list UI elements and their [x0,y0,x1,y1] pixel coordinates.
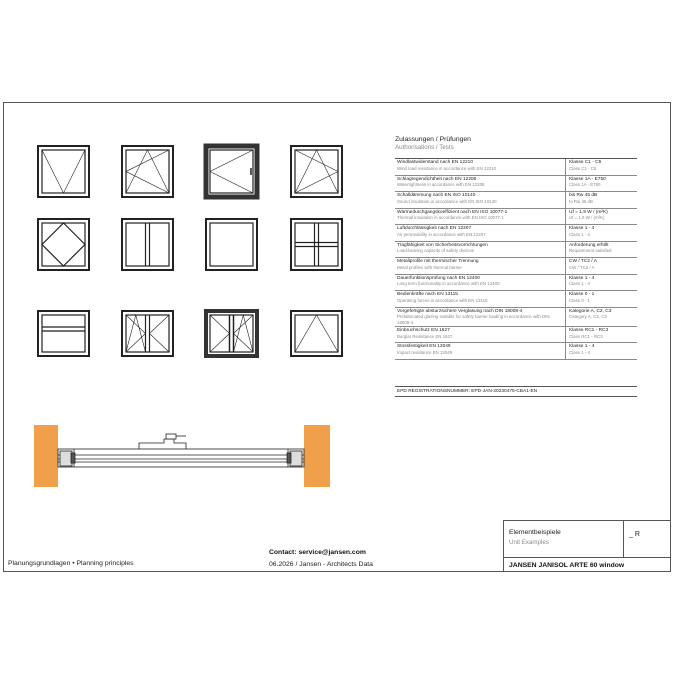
window-fixed [206,219,257,270]
test-value-en: Class RC1 - RC3 [569,333,603,339]
window-side-hung-dark [206,146,257,197]
test-name: Schlagregendichtheit nach EN 12208 [397,176,477,182]
window-double-casement [122,311,173,356]
approvals-rows [395,158,637,360]
test-name-en: Watertightness in accordance with EN 12208 [397,182,485,188]
table-row [395,275,637,292]
test-value-en: Class 1 - 4 [569,231,590,237]
test-value: Klasse 1 - 4 [569,226,595,231]
test-name: Schalldämmung nach EN ISO 10140 [397,193,476,198]
test-name-en: Sound insulation in accordance with EN ISO 10140 [397,198,497,204]
title-block-sublabel: Unit Examples [509,539,549,546]
table-row [395,209,637,226]
test-value: Klasse 1 - 4 [569,275,595,281]
window-tilt-turn-right [122,146,173,197]
test-value: Klasse RC1 - RC3 [569,327,609,333]
test-name-en: Thermal insulation in accordance with EN ISO 10077-1 [397,215,504,221]
table-row [395,242,637,259]
title-block [503,520,671,572]
test-name: Einbruchschutz EN 1627 [397,327,450,333]
test-name-en: Operating forces in accordance with EN 13115 [397,297,488,303]
approvals-title: Zulassungen / Prüfungen [395,136,471,143]
test-name-en: Air permeability in accordance with EN 12207 [397,231,486,237]
test-value-en: Category A, C2, C3 [569,314,607,320]
test-value: Klasse 1A - E750 [569,176,606,182]
test-value-en: Requirement satisfied [569,248,612,254]
test-value: Uf = 1,9 W / (m²K) [569,209,608,215]
test-name: Metallprofile mit thermischer Trennung [397,259,479,264]
window-double-fixed [122,219,173,270]
test-name-en: Impact resistance EN 13049 [397,350,453,356]
table-row [395,176,637,193]
product-row [504,557,671,572]
product-name: JANSEN JANISOL ARTE 60 window [509,562,625,569]
window-double-casement-dark [206,311,257,356]
table-row [395,327,637,344]
test-value: Anforderung erfüllt [569,242,609,248]
test-name-en: Metal profiles with thermal barrier [397,264,462,270]
test-value-en: Class 1A - E750 [569,182,601,188]
test-value-en: Class 1 - 4 [569,350,590,356]
contact-email[interactable]: Contact: service@jansen.com [269,549,366,556]
test-value-en: Class 1 - 4 [569,281,590,287]
table-row [395,343,637,360]
date-source: 06.2026 / Jansen - Architects Data [269,561,373,568]
test-name: Windlastwiderstand nach EN 12210 [397,160,473,165]
table-row [395,291,637,308]
revision-box [623,521,672,557]
window-bottom-hung [291,311,342,356]
window-four-pane [291,219,342,270]
test-value-en: Uf = 1,9 W / (m²K) [569,215,605,221]
table-row [395,159,637,176]
test-name: Tragfähigkeit von Sicherheitsvorrichtungen [397,242,488,248]
test-name: Wärmedurchgangskoeffizient nach EN ISO 10077-1 [397,209,508,215]
table-row [395,225,637,242]
window-section-drawing [34,425,330,487]
window-side-hung-left [291,146,342,197]
test-name-en: Load-bearing capacity of safety devices [397,248,475,254]
window-pivot [38,219,89,270]
test-name: Vorgefertigte absturzsichere Verglasung nach DIN 18008-4 [397,308,523,314]
table-row [395,258,637,275]
test-value: Klasse 1 - 4 [569,344,595,350]
window-horizontal-sash [38,311,89,356]
test-value: Klasse C1 - C5 [569,160,602,165]
test-value: bis Rw 45 dB [569,193,598,198]
table-row [395,308,637,327]
planning-principles: Planungsgrundlagen • Planning principles [8,560,134,567]
approvals-table [395,136,637,360]
test-name: Dauerfunktionsprüfung nach EN 12400 [397,275,480,281]
revision: _ R [629,531,640,538]
test-name-en: Long term functionality in accordance with EN 12400 [397,281,500,287]
test-value-en: to Rw 45 dB [569,198,593,204]
title-block-label: Elementbeispiele [509,529,561,536]
test-name-en: Prefabricated glazing suitable for safety barrier loading in accordance with DIN 18008-4 [397,314,550,325]
approvals-subtitle: Authorisations / Tests [395,144,454,151]
test-value: CW / TC2 / A [569,259,597,264]
test-value-en: Class C1 - C5 [569,165,597,171]
test-name: Bedienkräfte nach EN 13115 [397,292,458,297]
test-value-en: Class 0 - 1 [569,297,590,303]
test-name: Stossfestigkeit EN 13049 [397,344,451,350]
epd-registration: EPD REGISTRATIONSNUMMER: EPD-JAN-20230475-CBA1-EN [395,386,637,397]
window-turn-tilt-left [38,146,89,197]
test-value: Klasse 0 - 1 [569,292,595,297]
test-name: Luftdurchlässigkeit nach EN 12207 [397,226,472,231]
test-value: Kategorie A, C2, C3 [569,308,612,314]
table-row [395,192,637,209]
test-name-en: Wind load resistance in accordance with EN 12210 [397,165,497,171]
test-name-en: Burglar Resistance EN 1627 [397,333,453,339]
test-value-en: CW / TC2 / A [569,264,595,270]
